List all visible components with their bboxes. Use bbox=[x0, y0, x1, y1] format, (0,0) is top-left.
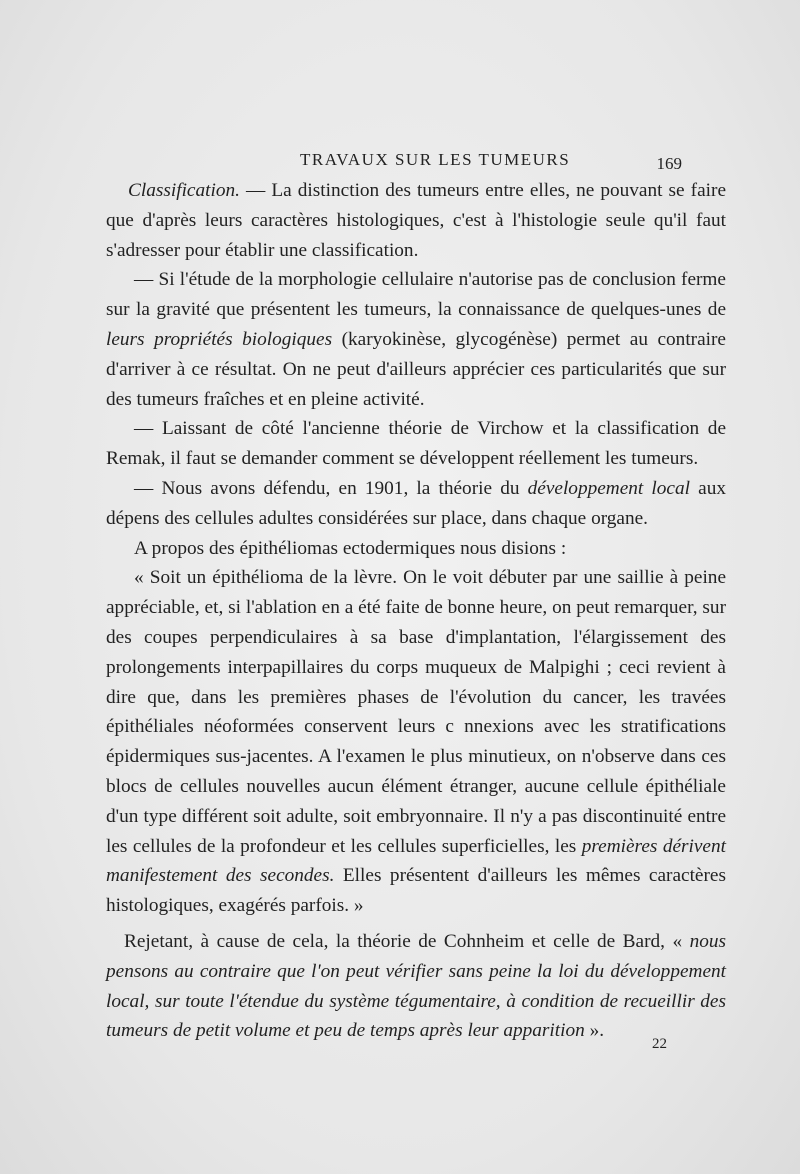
paragraph-epitheliomas: A propos des épithéliomas ectodermiques nous disions : bbox=[134, 537, 567, 559]
body-text bbox=[106, 176, 726, 1046]
paragraph-classification: Classification. — La distinction des tumeurs entre elles, ne pouvant se faire que d'après leurs caractères histologiques, c'est à l'histologie seule qu'il faut s'adresser pour établir une classification. bbox=[106, 180, 726, 261]
signature-mark: 22 bbox=[652, 1036, 667, 1052]
running-title: TRAVAUX SUR LES TUMEURS bbox=[300, 150, 571, 169]
paragraph-1901: — Nous avons défendu, en 1901, la théorie du développement local aux dépens des cellules adultes considérées sur place, dans chaque organe. bbox=[106, 477, 726, 529]
paragraph-quote: « Soit un épithélioma de la lèvre. On le voit débuter par une saillie à peine appréciable, et, si l'ablation en a été faite de bonne heure, on peut remarquer, sur des coupes perpendiculaires à sa base d'implantation, l'élargissement des prolongements interpapillaires du corps muqueux de Malpighi ; ceci revient à dire que, dans les premières phases de l'évolution du cancer, les travées épithéliales néoformées conservent leurs c nnexions avec les stratifications épidermiques sus-jacentes. A l'examen le plus minutieux, on n'observe dans ces blocs de cellules nouvelles aucun élément étranger, aucune cellule épithéliale d'un type différent soit adulte, soit embryonnaire. Il n'y a pas discontinuité entre les cellules de la profondeur et les cellules superficielles, les premières dérivent manifestement des secondes. Elles présentent d'ailleurs les mêmes caractères histologiques, exagérés parfois. » bbox=[106, 567, 726, 917]
paragraph-cohnheim: Rejetant, à cause de cela, la théorie de Cohnheim et celle de Bard, « nous pensons au contraire que l'on peut vérifier sans peine la loi du développement local, sur toute l'étendue du système tégumentaire, à condition de recueillir des tumeurs de petit volume et peu de temps après leur apparition ». bbox=[106, 930, 726, 1042]
paragraph-morphology: — Si l'étude de la morphologie cellulaire n'autorise pas de conclusion ferme sur la gravité que présentent les tumeurs, la connaissance de quelques-unes de leurs propriétés biologiques (karyokinèse, glycogénèse) permet au contraire d'arriver à ce résultat. On ne peut d'ailleurs apprécier ces particularités que sur des tumeurs fraîches et en pleine activité. bbox=[106, 269, 726, 410]
page-number: 169 bbox=[656, 154, 682, 173]
paragraph-virchow: — Laissant de côté l'ancienne théorie de Virchow et la classification de Remak, il faut se demander comment se développent réellement les tumeurs. bbox=[106, 418, 726, 470]
section-heading: Classification. bbox=[128, 180, 240, 201]
